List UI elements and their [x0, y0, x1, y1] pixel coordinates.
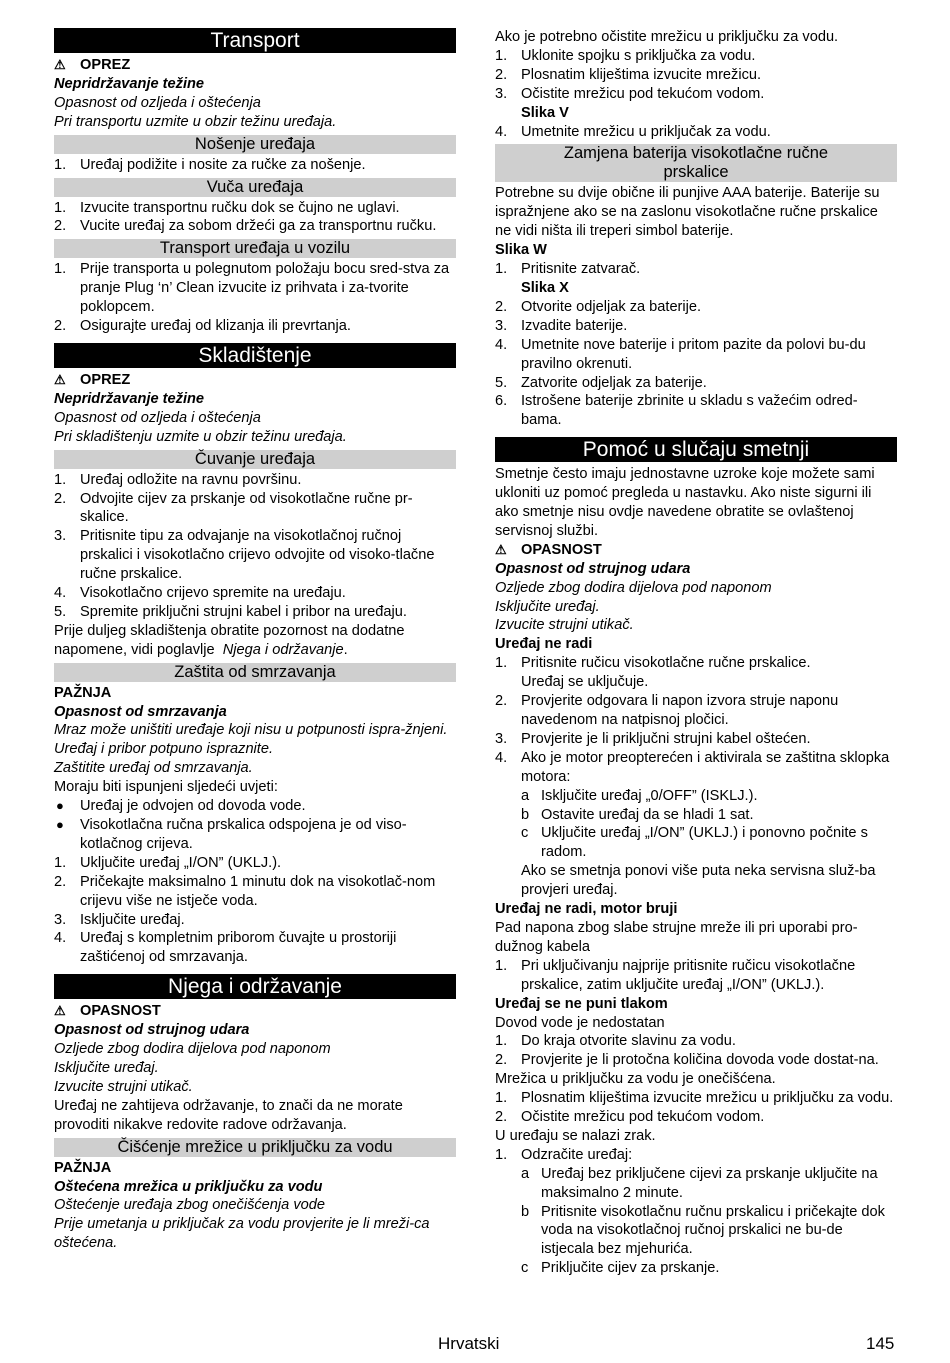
list-item: 1. Pritisnite zatvarač.: [495, 261, 641, 278]
list-item: 4. Umetnite nove baterije i pritom pazite da polovi bu-du pravilno okrenuti.: [495, 336, 866, 372]
list-item: 1. Uređaj odložite na ravnu površinu.: [54, 471, 302, 488]
section-title-troubleshooting: Pomoć u slučaju smetnji: [495, 437, 897, 462]
battery-text: Potrebne su dvije obične ili punjive AAA baterije. Baterije su ispražnjene ako se na zaslonu visokotlačne ručne prskalice ne vidi ništa ili treperi simbol baterije.: [495, 185, 880, 240]
sub-list-item: c Uključite uređaj „I/ON” (UKLJ.) i ponovno počnite s radom.: [521, 825, 868, 861]
list-item: 5. Zatvorite odjeljak za baterije.: [495, 374, 707, 391]
list-item: 3. Pritisnite tipu za odvajanje na visokotlačnoj ručnoj prskalici i visokotlačno crijevo odvojite od visoko-tlačne ručne prskalice.: [54, 528, 435, 583]
warning-triangle-icon: ⚠: [495, 541, 507, 557]
fault-cause: Dovod vode je nedostatan: [495, 1014, 665, 1031]
danger-text: Ozljede zbog dodira dijelova pod naponom: [495, 579, 772, 596]
danger-text: Izvucite strujni utikač.: [54, 1078, 193, 1095]
bullet-dot-icon: ●: [56, 817, 64, 832]
list-item: 4. Visokotlačno crijevo spremite na uređaju.: [54, 585, 346, 602]
list-item: 2. Vucite uređaj za sobom držeći ga za transportnu ručku.: [54, 218, 437, 235]
list-item: 4. Umetnite mrežicu u priključak za vodu.: [495, 123, 771, 140]
subsection-title-vehicle: Transport uređaja u vozilu: [54, 239, 456, 258]
warning-label: ⚠ OPREZ: [54, 57, 131, 73]
list-item: 2. Provjerite je li protočna količina dovoda vode dostat-na.: [495, 1052, 879, 1069]
subsection-title-keep: Čuvanje uređaja: [54, 450, 456, 469]
danger-text: Ozljede zbog dodira dijelova pod naponom: [54, 1041, 331, 1058]
notice-text: Zaštitite uređaj od smrzavanja.: [54, 760, 253, 777]
danger-text: Isključite uređaj.: [54, 1059, 159, 1076]
list-item: 2. Provjerite odgovara li napon izvora struje naponu navedenom na natpisnoj pločici.: [495, 693, 839, 728]
sieve-intro: Ako je potrebno očistite mrežicu u priključku za vodu.: [495, 29, 839, 45]
warning-triangle-icon: ⚠: [54, 371, 66, 387]
subsection-title-battery: Zamjena baterija visokotlačne ručne prskalice: [495, 144, 897, 182]
warning-text: Pri transportu uzmite u obzir težinu uređaja.: [54, 113, 337, 130]
bullet-item: ● Visokotlačna ručna prskalica odspojena je od viso-kotlačnog crijeva.: [56, 817, 407, 852]
sub-list-item: a Isključite uređaj „0/OFF” (ISKLJ.).: [521, 787, 758, 804]
conditions-intro: Moraju biti ispunjeni sljedeći uvjeti:: [54, 779, 278, 796]
list-item: 2. Otvorite odjeljak za baterije.: [495, 298, 702, 315]
list-item-result: Uređaj se uključuje.: [521, 674, 649, 691]
fault-title: Uređaj se ne puni tlakom: [495, 995, 668, 1012]
danger-label: ⚠ OPASNOST: [495, 541, 602, 558]
sub-list-item: b Pritisnite visokotlačnu ručnu prskalicu i pričekajte dok voda na visokotlačnoj ručnoj prskalici ne bu-de istjecala bez mjehurića.: [521, 1203, 885, 1258]
warning-text: Opasnost od ozljeda i oštećenja: [54, 94, 261, 111]
list-item: 3. Provjerite je li priključni strujni kabel oštećen.: [495, 730, 811, 747]
sub-list-item: c Priključite cijev za prskanje.: [521, 1260, 720, 1277]
fault-cause: Pad napona zbog slabe strujne mreže ili pri uporabi pro-dužnog kabela: [495, 919, 858, 955]
notice-label: PAŽNJA: [54, 1159, 112, 1176]
warning-text: Pri skladištenju uzmite u obzir težinu uređaja.: [54, 428, 347, 445]
section-title-storage: Skladištenje: [54, 343, 456, 368]
list-item: 1. Uređaj podižite i nosite za ručke za nošenje.: [54, 156, 366, 173]
figure-reference: Slika V: [521, 104, 569, 121]
notice-title: Opasnost od smrzavanja: [54, 703, 227, 720]
list-item: 2. Očistite mrežicu pod tekućom vodom.: [495, 1109, 765, 1126]
fault-title: Uređaj ne radi: [495, 636, 593, 653]
list-item: 1. Prije transporta u polegnutom položaju bocu sred-stva za pranje Plug ‘n’ Clean izvucite iz prihvata i za-tvorite poklopcem.: [54, 261, 450, 316]
list-item: 1. Plosnatim kliještima izvucite mrežicu u priključku za vodu.: [495, 1090, 894, 1107]
figure-reference: Slika X: [521, 279, 569, 296]
warning-title: Nepridržavanje težine: [54, 390, 205, 407]
figure-reference: Slika W: [495, 242, 547, 259]
chapter-reference: Njega i održavanje: [222, 641, 344, 658]
list-item: 3. Očistite mrežicu pod tekućom vodom.: [495, 85, 765, 102]
bullet-dot-icon: ●: [56, 798, 64, 814]
list-item: 2. Odvojite cijev za prskanje od visokotlačne ručne pr-skalice.: [54, 490, 413, 526]
danger-title: Opasnost od strujnog udara: [54, 1022, 250, 1039]
notice-text: Prije umetanja u priključak za vodu provjerite je li mreži-ca oštećena.: [54, 1216, 430, 1252]
warning-title: Nepridržavanje težine: [54, 75, 205, 92]
warning-text: Opasnost od ozljeda i oštećenja: [54, 409, 261, 426]
list-item: 4. Uređaj s kompletnim priborom čuvajte u prostoriji zaštićenoj od smrzavanja.: [54, 930, 397, 966]
warning-triangle-icon: ⚠: [54, 1003, 66, 1019]
troubleshooting-intro: Smetnje često imaju jednostavne uzroke koje možete sami ukloniti uz pomoć pregleda u nastavku. Ako niste sigurni ili ako smetnje nisu ovdje navedene obratite se ovlaštenoj servisnoj službi.: [495, 466, 875, 539]
subsection-title-frost: Zaštita od smrzavanja: [54, 663, 456, 682]
danger-title: Opasnost od strujnog udara: [495, 560, 691, 577]
sub-list-item: a Uređaj bez priključene cijevi za prskanje uključite na maksimalno 2 minute.: [521, 1165, 878, 1201]
notice-text: Uređaj i pribor potpuno ispraznite.: [54, 741, 274, 758]
sub-list-item: b Ostavite uređaj da se hladi 1 sat.: [521, 806, 754, 823]
fault-cause: U uređaju se nalazi zrak.: [495, 1127, 656, 1144]
fault-cause: Mrežica u priključku za vodu je onečišćena.: [495, 1071, 776, 1088]
section-title-care: Njega i održavanje: [54, 974, 456, 999]
footer-language: Hrvatski: [438, 1334, 500, 1353]
right-column: [495, 28, 897, 1278]
notice-title: Oštećena mrežica u priključku za vodu: [54, 1178, 323, 1195]
list-item: 5. Spremite priključni strujni kabel i pribor na uređaju.: [54, 603, 407, 620]
storage-note: Prije duljeg skladištenja obratite pozornost na dodatne napomene, vidi poglavlje Njega i održavanje.: [54, 622, 405, 658]
list-item: 3. Isključite uređaj.: [54, 911, 185, 928]
notice-label: PAŽNJA: [54, 684, 112, 701]
notice-text: Oštećenje uređaja zbog onečišćenja vode: [54, 1197, 325, 1214]
list-item: 4. Ako je motor preopterećen i aktivirala se zaštitna sklopka motora:: [495, 749, 890, 785]
list-item: 1. Pri uključivanju najprije pritisnite ručicu visokotlačne prskalice, zatim uključite uređaj „I/ON” (UKLJ.).: [495, 957, 856, 993]
bullet-item: ● Uređaj je odvojen od dovoda vode.: [56, 798, 306, 815]
subsection-title-sieve: Čišćenje mrežice u priključku za vodu: [54, 1138, 456, 1157]
list-item: 2. Osigurajte uređaj od klizanja ili prevrtanja.: [54, 318, 351, 335]
list-note: Ako se smetnja ponovi više puta neka servisna služ-ba provjeri uređaj.: [521, 863, 876, 899]
danger-label: ⚠ OPASNOST: [54, 1003, 161, 1020]
subsection-title-carry: Nošenje uređaja: [54, 135, 456, 154]
list-item: 1. Uklonite spojku s priključka za vodu.: [495, 47, 756, 64]
danger-text: Izvucite strujni utikač.: [495, 617, 634, 634]
list-item: 1. Izvucite transportnu ručku dok se čujno ne uglavi.: [54, 199, 400, 216]
notice-text: Mraz može uništiti uređaje koji nisu u potpunosti ispra-žnjeni.: [54, 722, 448, 739]
list-item: 3. Izvadite baterije.: [495, 317, 628, 334]
list-item: 1. Odzračite uređaj:: [495, 1146, 633, 1163]
danger-text: Isključite uređaj.: [495, 598, 600, 615]
warning-label: ⚠ OPREZ: [54, 371, 131, 388]
fault-title: Uređaj ne radi, motor bruji: [495, 901, 678, 918]
list-item: 1. Pritisnite ručicu visokotlačne ručne prskalice.: [495, 655, 811, 672]
page-number: 145: [866, 1334, 895, 1353]
list-item: 2. Pričekajte maksimalno 1 minutu dok na visokotlač-nom crijevu više ne istječe voda.: [54, 873, 436, 909]
list-item: 6. Istrošene baterije zbrinite u skladu s važećim odred-bama.: [495, 393, 858, 429]
left-column: [54, 28, 456, 1253]
list-item: 1. Uključite uređaj „I/ON” (UKLJ.).: [54, 854, 282, 871]
list-item: 2. Plosnatim kliještima izvucite mrežicu.: [495, 66, 762, 83]
list-item: 1. Do kraja otvorite slavinu za vodu.: [495, 1033, 736, 1050]
warning-triangle-icon: ⚠: [54, 57, 66, 72]
care-text: Uređaj ne zahtijeva održavanje, to znači da ne morate provoditi nikakve redovite radove održavanja.: [54, 1097, 403, 1133]
section-title-transport: Transport: [54, 28, 456, 53]
subsection-title-tow: Vuča uređaja: [54, 178, 456, 197]
